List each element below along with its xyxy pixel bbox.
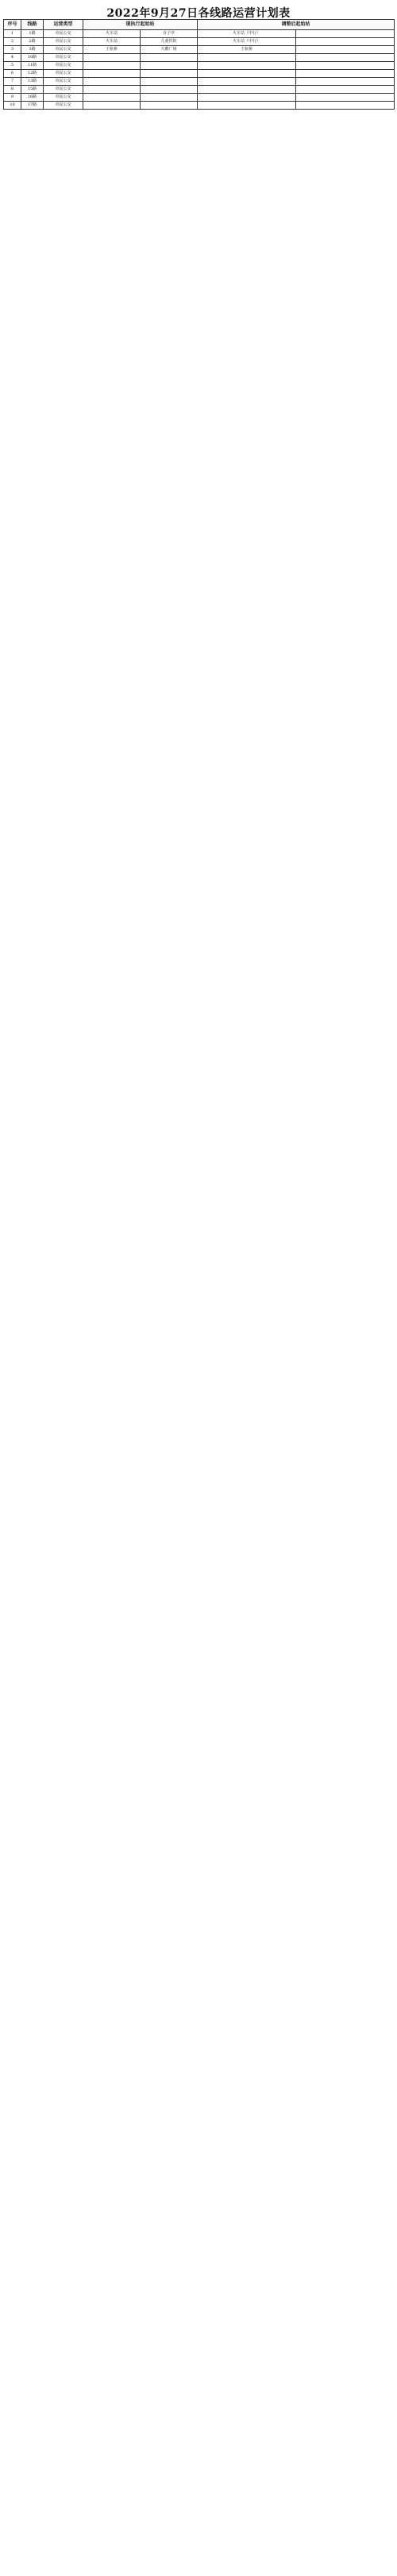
table-row	[4, 30, 395, 38]
table-cell	[198, 78, 296, 86]
table-cell: 11路	[21, 62, 44, 70]
table-row	[4, 86, 395, 94]
table-cell: 6	[4, 70, 21, 78]
table-cell	[141, 102, 198, 110]
table-cell	[83, 54, 141, 62]
header-line: 线路	[21, 20, 44, 30]
table-cell: 市民公交	[44, 54, 83, 62]
table-cell: 17路	[21, 102, 44, 110]
header-adjust-start: 调整后起始站	[198, 20, 395, 30]
table-cell	[83, 102, 141, 110]
table-cell: 15路	[21, 86, 44, 94]
table-cell	[296, 46, 395, 54]
table-cell: 火车站	[83, 30, 141, 38]
table-cell	[296, 70, 395, 78]
table-cell: 儿童医院	[141, 38, 198, 46]
table-cell	[198, 102, 296, 110]
table-cell	[296, 86, 395, 94]
table-cell: 4	[4, 54, 21, 62]
table-cell: 百子亭	[141, 30, 198, 38]
table-cell: 市民公交	[44, 70, 83, 78]
table-cell	[198, 54, 296, 62]
table-row	[4, 62, 395, 70]
table-cell: 1路	[21, 30, 44, 38]
table-cell: 市民公交	[44, 86, 83, 94]
table-cell	[83, 94, 141, 102]
table-cell	[141, 62, 198, 70]
table-cell	[83, 86, 141, 94]
table-cell: 3路	[21, 46, 44, 54]
table-cell	[141, 94, 198, 102]
table-body	[4, 30, 395, 110]
table-cell: 5	[4, 62, 21, 70]
table-cell: 市民公交	[44, 102, 83, 110]
table-cell: 8	[4, 86, 21, 94]
table-cell	[296, 38, 395, 46]
table-cell: 市民公交	[44, 78, 83, 86]
table-cell	[296, 62, 395, 70]
header-seq: 序号	[4, 20, 21, 30]
header-plan-start: 现执行起始站	[83, 20, 198, 30]
table-cell: 2	[4, 38, 21, 46]
table-cell	[296, 102, 395, 110]
table-cell: 火车站	[83, 38, 141, 46]
table-row	[4, 78, 395, 86]
table-cell: 3	[4, 46, 21, 54]
page-title: 2022年9月27日各线路运营计划表	[106, 7, 291, 20]
table-cell: 10路	[21, 54, 44, 62]
table-cell: 市民公交	[44, 38, 83, 46]
table-cell: 12路	[21, 70, 44, 78]
table-cell	[198, 94, 296, 102]
table-cell: 13路	[21, 78, 44, 86]
table-cell: 9	[4, 94, 21, 102]
table-cell	[83, 62, 141, 70]
table-row	[4, 94, 395, 102]
table-row	[4, 38, 395, 46]
table-row	[4, 46, 395, 54]
table-cell	[141, 86, 198, 94]
table-cell: 市民公交	[44, 94, 83, 102]
table-cell: 7	[4, 78, 21, 86]
table-row	[4, 54, 395, 62]
table-cell: 10	[4, 102, 21, 110]
table-cell: 市民公交	[44, 30, 83, 38]
table-cell	[141, 70, 198, 78]
table-cell	[198, 70, 296, 78]
table-row	[4, 70, 395, 78]
table-cell: 火车站（中行）	[198, 30, 296, 38]
schedule-table	[3, 19, 395, 110]
table-cell: 市民公交	[44, 62, 83, 70]
table-cell: 王杭桥	[83, 46, 141, 54]
table-cell: 天鹅广场	[141, 46, 198, 54]
table-cell	[198, 62, 296, 70]
table-cell	[141, 78, 198, 86]
table-row	[4, 102, 395, 110]
table-cell	[198, 86, 296, 94]
table-cell	[296, 54, 395, 62]
table-header-row	[4, 20, 395, 30]
table-cell	[296, 78, 395, 86]
table-cell	[141, 54, 198, 62]
table-cell	[83, 70, 141, 78]
table-cell	[296, 94, 395, 102]
table-cell: 2路	[21, 38, 44, 46]
header-type: 运营类型	[44, 20, 83, 30]
table-cell	[296, 30, 395, 38]
table-cell: 火车站（中行）	[198, 38, 296, 46]
table-cell: 16路	[21, 94, 44, 102]
table-cell	[83, 78, 141, 86]
table-cell: 1	[4, 30, 21, 38]
table-cell: 王杭桥	[198, 46, 296, 54]
table-cell: 市民公交	[44, 46, 83, 54]
